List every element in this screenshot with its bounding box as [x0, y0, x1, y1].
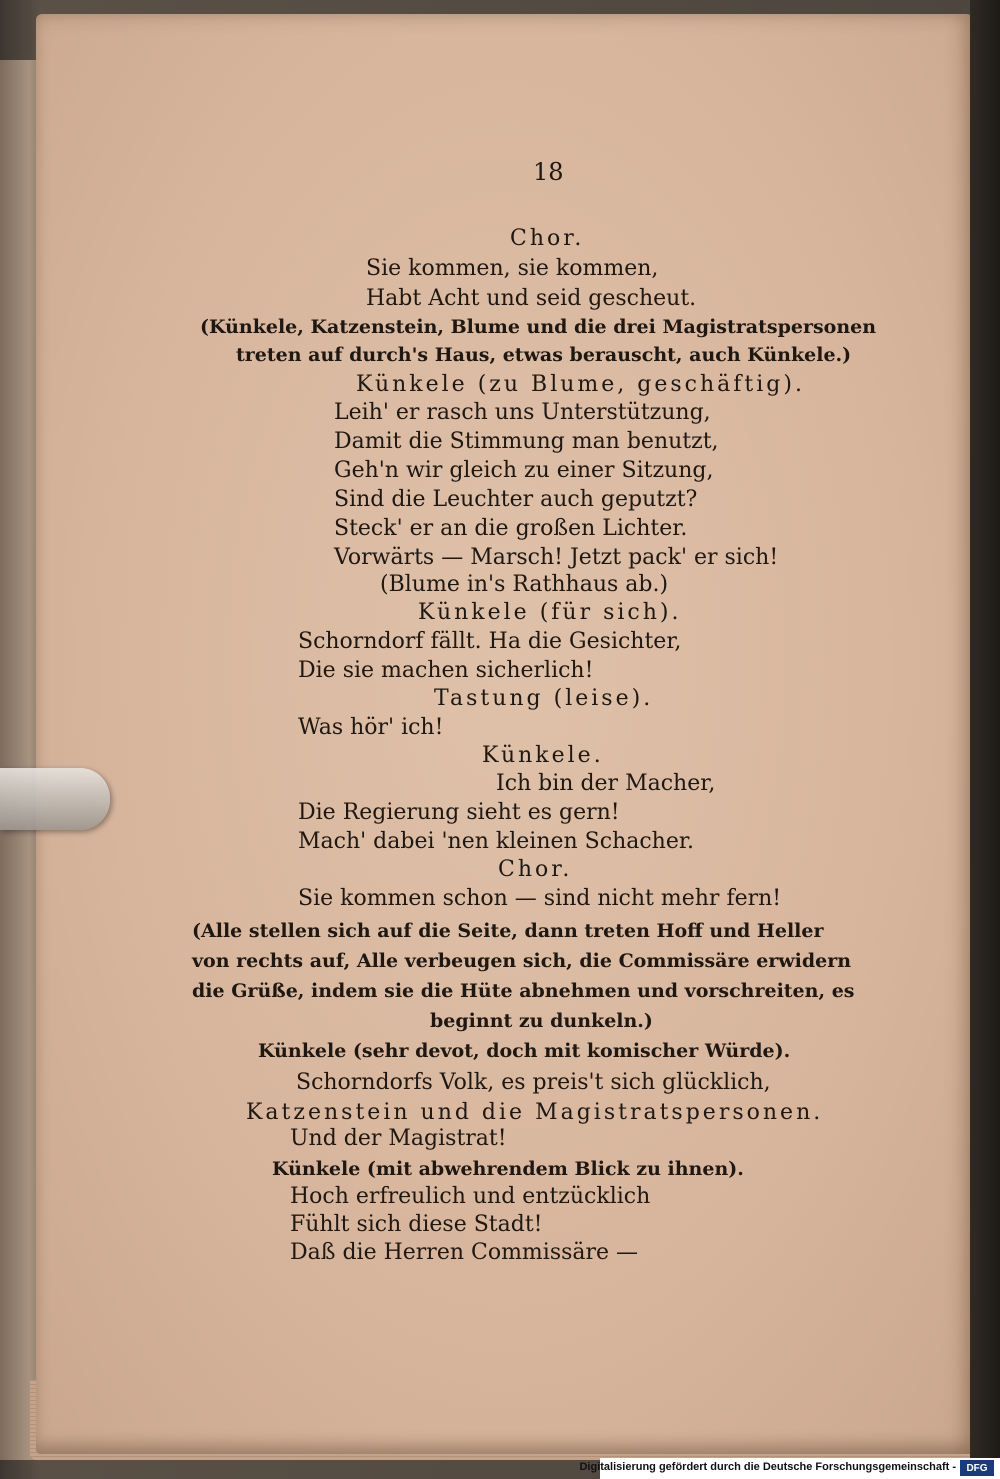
verse-line: Die sie machen sicherlich! — [298, 658, 594, 683]
stage-direction: die Grüße, indem sie die Hüte abnehmen und vorschreiten, es — [192, 980, 855, 1002]
stage-direction: (Alle stellen sich auf die Seite, dann treten Hoff und Heller — [192, 920, 824, 942]
verse-line: Hoch erfreulich und entzücklich — [290, 1184, 651, 1209]
verse-line: Und der Magistrat! — [290, 1126, 507, 1151]
stage-direction: (Blume in's Rathhaus ab.) — [380, 572, 669, 597]
verse-line: Habt Acht und seid gescheut. — [366, 286, 697, 311]
speaker-heading: Künkele (für sich). — [418, 600, 682, 625]
verse-line: Daß die Herren Commissäre — — [290, 1240, 639, 1265]
verse-line: Mach' dabei 'nen kleinen Schacher. — [298, 829, 694, 854]
stage-direction: (Künkele, Katzenstein, Blume und die drei Magistratspersonen — [200, 316, 877, 338]
verse-line: Sie kommen schon — sind nicht mehr fern! — [298, 886, 782, 911]
speaker-heading: Katzenstein und die Magistratspersonen. — [246, 1100, 824, 1125]
page-clip — [0, 768, 110, 830]
verse-line: Schorndorf fällt. Ha die Gesichter, — [298, 629, 682, 654]
verse-line: Sie kommen, sie kommen, — [366, 256, 659, 281]
verse-line: Fühlt sich diese Stadt! — [290, 1212, 543, 1237]
speaker-heading: Chor. — [510, 226, 585, 251]
verse-line: Was hör' ich! — [298, 715, 444, 740]
stage-direction: treten auf durch's Haus, etwas berauscht, auch Künkele.) — [236, 344, 852, 366]
verse-line: Die Regierung sieht es gern! — [298, 800, 620, 825]
verse-line: Vorwärts — Marsch! Jetzt pack' er sich! — [334, 545, 779, 570]
book-page — [36, 14, 976, 1454]
verse-line: Schorndorfs Volk, es preis't sich glücklich, — [296, 1070, 771, 1095]
speaker-heading: Künkele (zu Blume, geschäftig). — [356, 372, 805, 397]
speaker-heading: Künkele. — [482, 743, 604, 768]
stage-direction: von rechts auf, Alle verbeugen sich, die Commissäre erwidern — [192, 950, 852, 972]
speaker-heading: Tastung (leise). — [434, 686, 654, 711]
verse-line: Leih' er rasch uns Unterstützung, — [334, 400, 711, 425]
page-number: 18 — [533, 158, 564, 186]
dfg-logo: DFG — [960, 1460, 994, 1476]
verse-line: Damit die Stimmung man benutzt, — [334, 429, 719, 454]
footer-credit: Digitalisierung gefördert durch die Deutsche Forschungsgemeinschaft - — [579, 1461, 956, 1473]
speaker-heading: Künkele (sehr devot, doch mit komischer Würde). — [258, 1040, 791, 1062]
verse-line: Steck' er an die großen Lichter. — [334, 516, 688, 541]
verse-line: Sind die Leuchter auch geputzt? — [334, 487, 698, 512]
verse-line: Ich bin der Macher, — [496, 771, 716, 796]
stage-direction: beginnt zu dunkeln.) — [430, 1010, 653, 1032]
speaker-heading: Künkele (mit abwehrendem Blick zu ihnen). — [272, 1158, 744, 1180]
speaker-heading: Chor. — [498, 857, 573, 882]
verse-line: Geh'n wir gleich zu einer Sitzung, — [334, 458, 714, 483]
book-spine-shadow — [970, 0, 1000, 1479]
